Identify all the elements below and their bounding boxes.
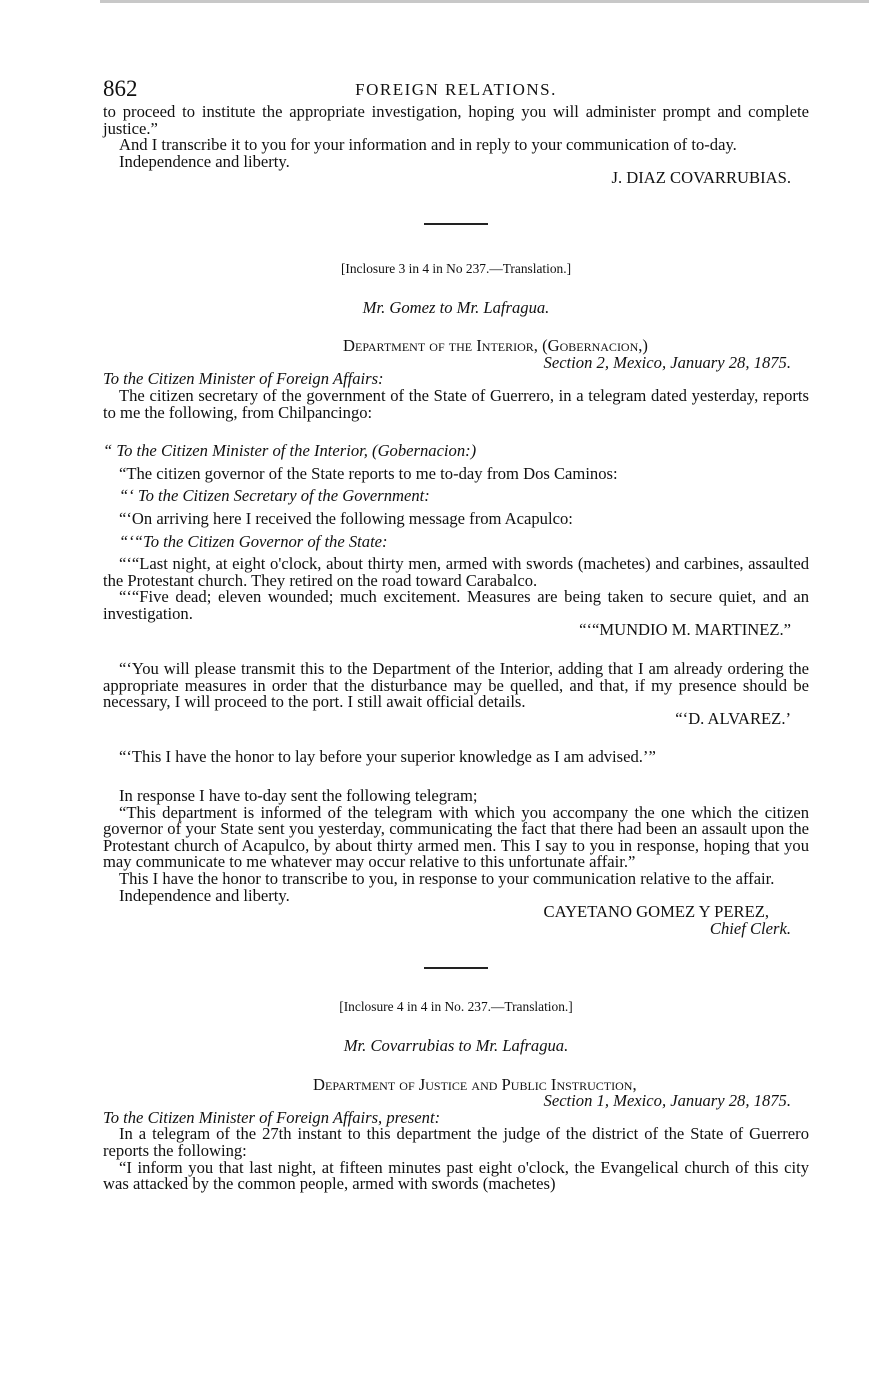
- paragraph: Independence and liberty.: [119, 151, 290, 171]
- quoted-paragraph: “‘You will please transmit this to the Department of the Interior, adding that I am already ordering the appropriate measures in order that the disturbance may be quelled, and that, if my presence should be necessary, I will proceed to the port. I still await official details.: [103, 659, 809, 712]
- department-line: Department of Justice and Public Instruction,: [313, 1074, 637, 1094]
- inclosure-caption: [Inclosure 3 in 4 in No 237.—Translation.]: [340, 260, 572, 276]
- quoted-signature: “‘“MUNDIO M. MARTINEZ.”: [579, 620, 791, 640]
- paragraph: In a telegram of the 27th instant to this department the judge of the district of the State of Guerrero reports the following:: [103, 1124, 809, 1160]
- quoted-paragraph: “‘“Last night, at eight o'clock, about thirty men, armed with swords (machetes) and carbines, assaulted the Protestant church. They retired on the road toward Carabalco.: [103, 554, 809, 590]
- paragraph: And I transcribe it to you for your information and in reply to your communication of to-day.: [119, 135, 737, 155]
- quoted-signature: “‘D. ALVAREZ.’: [675, 708, 791, 728]
- letter-title: Mr. Covarrubias to Mr. Lafragua.: [343, 1035, 569, 1055]
- signature: J. DIAZ COVARRUBIAS.: [611, 168, 791, 188]
- quoted-paragraph: “‘This I have the honor to lay before your superior knowledge as I am advised.’”: [119, 747, 656, 767]
- salutation: To the Citizen Minister of Foreign Affairs:: [103, 369, 384, 389]
- salutation: To the Citizen Minister of Foreign Affairs, present:: [103, 1107, 441, 1127]
- letter-title: Mr. Gomez to Mr. Lafragua.: [362, 297, 550, 317]
- dateline: Section 1, Mexico, January 28, 1875.: [543, 1091, 791, 1111]
- paragraph: The citizen secretary of the government of the State of Guerrero, in a telegram dated yesterday, reports to me the following, from Chilpancingo:: [103, 385, 809, 422]
- signature-title: Chief Clerk.: [709, 918, 791, 938]
- signature: CAYETANO GOMEZ Y PEREZ,: [543, 902, 769, 922]
- paragraph: This I have the honor to transcribe to you, in response to your communication relative to the affair.: [119, 869, 775, 888]
- quoted-salutation: “‘ To the Citizen Secretary of the Government:: [119, 486, 430, 506]
- page-header: [103, 70, 809, 104]
- paragraph: In response I have to-day sent the following telegram;: [119, 786, 478, 806]
- document-page: [103, 70, 809, 1193]
- inclosure-caption: [Inclosure 4 in 4 in No. 237.—Translation.]: [339, 999, 573, 1015]
- quoted-paragraph: “The citizen governor of the State reports to me to-day from Dos Caminos:: [119, 463, 618, 483]
- quoted-salutation: “ To the Citizen Minister of the Interior, (Gobernacion:): [103, 441, 477, 461]
- quoted-paragraph: “‘On arriving here I received the following message from Acapulco:: [119, 508, 573, 528]
- paragraph: “This department is informed of the telegram with which you accompany the one which the citizen governor of your State sent you yesterday, communicating the fact that there had been an assault upon the Protestant church of Acapulco, by about thirty armed men. This I say to you in response, hoping that you may communicate to me whatever may occur relative to this unfortunate affair.”: [103, 802, 809, 872]
- page-number: 862: [103, 76, 138, 101]
- department-line: Department of the Interior, (Gobernacion,): [343, 336, 648, 356]
- paragraph: to proceed to institute the appropriate investigation, hoping you will administer prompt and complete justice.”: [103, 102, 809, 138]
- page-top-edge: [100, 0, 869, 3]
- quoted-salutation: “‘“To the Citizen Governor of the State:: [119, 531, 388, 551]
- quoted-paragraph: “‘“Five dead; eleven wounded; much excitement. Measures are being taken to secure quiet, and an investigation.: [103, 587, 809, 623]
- paragraph: “I inform you that last night, at fifteen minutes past eight o'clock, the Evangelical church of this city was attacked by the common people, armed with swords (machetes): [103, 1157, 809, 1194]
- dateline: Section 2, Mexico, January 28, 1875.: [543, 352, 791, 372]
- running-title: FOREIGN RELATIONS.: [355, 80, 557, 99]
- paragraph: Independence and liberty.: [119, 885, 290, 905]
